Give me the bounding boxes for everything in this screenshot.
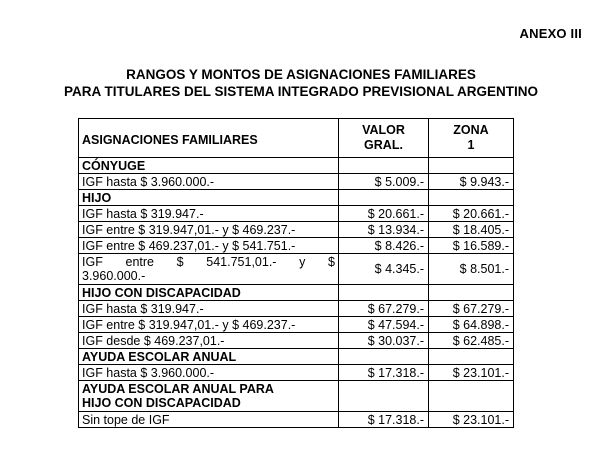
empty-cell (429, 285, 514, 301)
table-row (79, 174, 514, 190)
document-title-line-1: RANGOS Y MONTOS DE ASIGNACIONES FAMILIARES (126, 67, 476, 82)
general-value: $ 17.318.- (339, 365, 429, 381)
zone-1-value: $ 16.589.- (429, 238, 514, 254)
header-allowances: ASIGNACIONES FAMILIARES (79, 119, 339, 158)
zone-1-value: $ 18.405.- (429, 222, 514, 238)
range-label: IGF hasta $ 319.947.- (79, 301, 339, 317)
table-row (79, 412, 514, 428)
header-zone-1-line-1: ZONA (453, 123, 489, 137)
table-row (79, 333, 514, 349)
section-row (79, 190, 514, 206)
header-zone-1 (429, 119, 514, 158)
empty-cell (429, 381, 514, 412)
range-label: IGF hasta $ 319.947.- (79, 206, 339, 222)
table-row (79, 301, 514, 317)
section-label (79, 381, 339, 412)
section-label: CÓNYUGE (79, 158, 339, 174)
range-label: IGF entre $ 469.237,01.- y $ 541.751.- (79, 238, 339, 254)
section-row (79, 349, 514, 365)
table-row (79, 222, 514, 238)
section-label-line-2: HIJO CON DISCAPACIDAD (82, 396, 241, 410)
table-row (79, 365, 514, 381)
range-label: IGF entre $ 319.947,01.- y $ 469.237.- (79, 317, 339, 333)
general-value: $ 13.934.- (339, 222, 429, 238)
table-row (79, 317, 514, 333)
document-title-line-2: PARA TITULARES DEL SISTEMA INTEGRADO PREVISIONAL ARGENTINO (63, 84, 539, 99)
general-value: $ 5.009.- (339, 174, 429, 190)
table-header-row (79, 119, 514, 158)
section-label: AYUDA ESCOLAR ANUAL (79, 349, 339, 365)
section-row (79, 158, 514, 174)
zone-1-value: $ 9.943.- (429, 174, 514, 190)
zone-1-value: $ 20.661.- (429, 206, 514, 222)
empty-cell (429, 349, 514, 365)
general-value: $ 30.037.- (339, 333, 429, 349)
zone-1-value: $ 64.898.- (429, 317, 514, 333)
empty-cell (429, 158, 514, 174)
section-label: HIJO CON DISCAPACIDAD (79, 285, 339, 301)
empty-cell (339, 158, 429, 174)
general-value: $ 17.318.- (339, 412, 429, 428)
header-general-value-line-2: GRAL. (364, 138, 403, 152)
general-value: $ 67.279.- (339, 301, 429, 317)
range-label: IGF hasta $ 3.960.000.- (79, 174, 339, 190)
section-row (79, 285, 514, 301)
table-row (79, 206, 514, 222)
allowances-table (78, 118, 514, 428)
annex-label: ANEXO III (519, 26, 582, 41)
range-label: Sin tope de IGF (79, 412, 339, 428)
range-label: IGF entre $ 319.947,01.- y $ 469.237.- (79, 222, 339, 238)
empty-cell (429, 190, 514, 206)
general-value: $ 4.345.- (339, 254, 429, 285)
range-label (79, 254, 339, 285)
zone-1-value: $ 62.485.- (429, 333, 514, 349)
table-row (79, 254, 514, 285)
section-label: HIJO (79, 190, 339, 206)
header-zone-1-line-2: 1 (467, 138, 475, 152)
zone-1-value: $ 8.501.- (429, 254, 514, 285)
header-general-value-line-1: VALOR (362, 123, 405, 137)
range-label: IGF hasta $ 3.960.000.- (79, 365, 339, 381)
general-value: $ 8.426.- (339, 238, 429, 254)
range-label: IGF desde $ 469.237,01.- (79, 333, 339, 349)
empty-cell (339, 349, 429, 365)
section-label-line-1: AYUDA ESCOLAR ANUAL PARA (82, 382, 274, 396)
zone-1-value: $ 23.101.- (429, 412, 514, 428)
range-label-line-1: IGF entre $ 541.751,01.- y $ (82, 255, 335, 269)
table-row (79, 238, 514, 254)
header-general-value (339, 119, 429, 158)
zone-1-value: $ 67.279.- (429, 301, 514, 317)
empty-cell (339, 381, 429, 412)
range-label-line-2: 3.960.000.- (82, 269, 146, 283)
zone-1-value: $ 23.101.- (429, 365, 514, 381)
section-row (79, 381, 514, 412)
empty-cell (339, 190, 429, 206)
general-value: $ 20.661.- (339, 206, 429, 222)
empty-cell (339, 285, 429, 301)
general-value: $ 47.594.- (339, 317, 429, 333)
